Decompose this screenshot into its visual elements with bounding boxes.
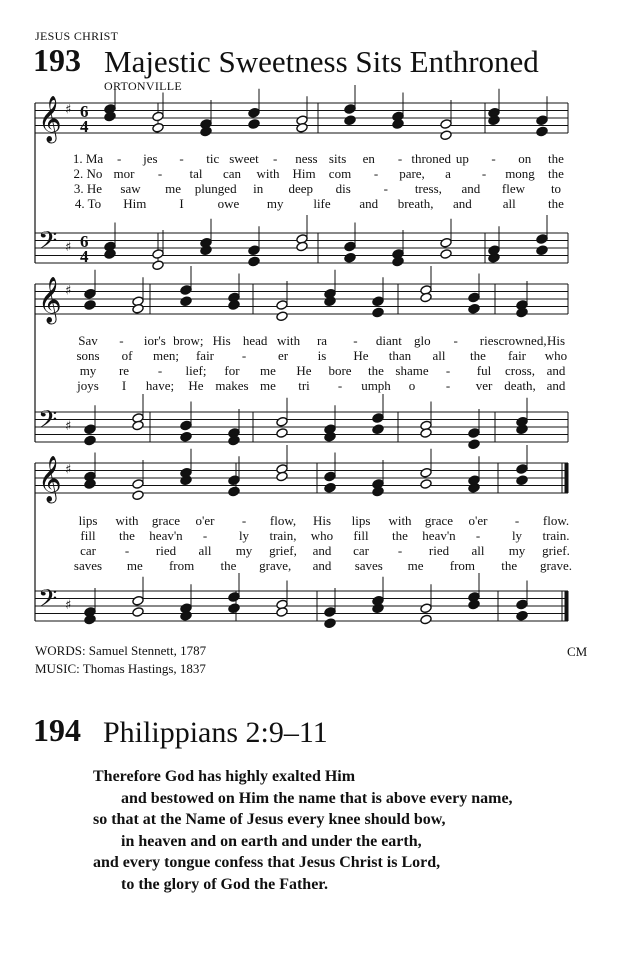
note-head bbox=[132, 303, 144, 314]
lyric-syllable: the bbox=[501, 558, 518, 573]
lyric-syllable: my bbox=[79, 363, 97, 378]
lyric-syllable: sweet bbox=[229, 151, 259, 166]
lyric-syllable: tri bbox=[298, 378, 310, 393]
note-head bbox=[468, 482, 480, 493]
lyric-syllable: flow, bbox=[269, 513, 297, 528]
key-sharp: ♯ bbox=[65, 462, 72, 478]
note-head bbox=[228, 486, 240, 497]
lyric-syllable: lips bbox=[78, 513, 98, 528]
lyric-syllable: - bbox=[119, 333, 124, 348]
lyric-syllable: He bbox=[188, 378, 204, 393]
lyric-syllable: flew bbox=[501, 181, 526, 196]
note-head bbox=[248, 119, 260, 130]
lyric-syllable: grief. bbox=[542, 543, 570, 558]
treble-clef-icon: 𝄞 bbox=[38, 277, 62, 323]
lyric-syllable: - bbox=[445, 378, 451, 393]
note-head bbox=[84, 435, 96, 446]
lyric-syllable: umph bbox=[361, 378, 391, 393]
lyric-syllable: with bbox=[256, 166, 280, 181]
lyric-syllable: owe bbox=[217, 196, 240, 211]
note-head bbox=[420, 292, 432, 303]
lyric-syllable: death, bbox=[504, 378, 536, 393]
note-head bbox=[536, 126, 548, 137]
words-credit: WORDS: Samuel Stennett, 1787 bbox=[35, 643, 207, 658]
lyric-syllable: tal bbox=[189, 166, 203, 181]
lyric-syllable: ried bbox=[155, 543, 177, 558]
lyric-syllable: ra bbox=[316, 333, 328, 348]
note-head bbox=[420, 614, 432, 625]
reading-number: 194 bbox=[33, 712, 81, 748]
key-sharp: ♯ bbox=[65, 240, 72, 255]
note-head bbox=[180, 475, 192, 486]
note-head bbox=[84, 300, 96, 311]
note-head bbox=[104, 111, 116, 122]
lyric-syllable: grave. bbox=[539, 558, 573, 573]
lyric-syllable: heav'n bbox=[422, 528, 456, 543]
reading-line: in heaven and on earth and under the earth, bbox=[121, 832, 422, 850]
lyric-syllable: in bbox=[253, 181, 264, 196]
note-head bbox=[296, 122, 308, 133]
note-head bbox=[324, 482, 336, 493]
note-head bbox=[372, 296, 384, 307]
lyric-syllable: makes bbox=[215, 378, 249, 393]
lyric-syllable: tress, bbox=[414, 181, 442, 196]
lyric-syllable: have; bbox=[145, 378, 175, 393]
lyric-syllable: breath, bbox=[397, 196, 434, 211]
note-head bbox=[104, 249, 116, 260]
lyric-syllable: - bbox=[157, 363, 163, 378]
lyric-syllable: glo bbox=[413, 333, 431, 348]
lyric-syllable: o'er bbox=[468, 513, 488, 528]
lyric-syllable: all bbox=[502, 196, 516, 211]
lyric-syllable: all bbox=[198, 543, 212, 558]
note-head bbox=[132, 595, 144, 606]
lyric-syllable: and bbox=[312, 543, 332, 558]
lyric-syllable: ries bbox=[479, 333, 499, 348]
lyric-syllable: plunged bbox=[194, 181, 237, 196]
lyric-syllable: me bbox=[407, 558, 424, 573]
lyric-syllable: saves bbox=[73, 558, 103, 573]
hymn-category: JESUS CHRIST bbox=[35, 29, 119, 43]
lyric-syllable: who bbox=[544, 348, 568, 363]
note-head bbox=[276, 300, 288, 311]
lyric-syllable: - bbox=[383, 181, 388, 196]
lyric-syllable: bore bbox=[328, 363, 352, 378]
lyric-syllable: mong bbox=[505, 166, 535, 181]
note-head bbox=[468, 439, 480, 450]
note-head bbox=[516, 475, 528, 486]
lyric-syllable: - bbox=[453, 333, 458, 348]
lyric-syllable: the bbox=[548, 151, 564, 166]
note-head bbox=[228, 435, 240, 446]
lyric-syllable: - bbox=[202, 528, 208, 543]
note-head bbox=[392, 119, 404, 130]
lyric-syllable: from bbox=[449, 558, 476, 573]
lyric-syllable: on bbox=[518, 151, 532, 166]
lyric-syllable: Him bbox=[292, 166, 316, 181]
lyric-syllable: jes bbox=[143, 151, 158, 166]
time-signature-top: 6 bbox=[80, 102, 89, 121]
note-head bbox=[536, 234, 548, 245]
note-head bbox=[276, 311, 288, 322]
note-head bbox=[372, 424, 384, 435]
lyric-syllable: His bbox=[212, 333, 231, 348]
note-head bbox=[516, 307, 528, 318]
lyric-syllable: all bbox=[432, 348, 446, 363]
lyric-syllable: fair bbox=[507, 348, 527, 363]
note-head bbox=[536, 115, 548, 126]
lyric-syllable: - bbox=[157, 166, 163, 181]
note-head bbox=[276, 471, 288, 482]
lyric-syllable: saves bbox=[354, 558, 383, 573]
note-head bbox=[200, 126, 212, 137]
note-head bbox=[276, 607, 288, 618]
note-head bbox=[180, 285, 192, 296]
note-head bbox=[84, 288, 96, 299]
note-head bbox=[468, 303, 480, 314]
note-head bbox=[516, 599, 528, 610]
bass-clef-icon: 𝄢 bbox=[38, 226, 58, 262]
lyric-syllable: He bbox=[353, 348, 369, 363]
lyric-syllable: with bbox=[277, 333, 301, 348]
note-head bbox=[152, 122, 164, 133]
lyric-syllable: men; bbox=[153, 348, 179, 363]
key-sharp: ♯ bbox=[65, 419, 72, 434]
hymn-number: 193 bbox=[33, 42, 81, 78]
lyric-syllable: from bbox=[168, 558, 195, 573]
time-signature-bottom: 4 bbox=[80, 117, 89, 136]
note-head bbox=[440, 130, 452, 141]
note-head bbox=[276, 416, 288, 427]
note-head bbox=[344, 115, 356, 126]
lyric-syllable: and bbox=[359, 196, 379, 211]
lyric-syllable: for bbox=[224, 363, 240, 378]
lyric-syllable: - bbox=[241, 348, 247, 363]
lyric-syllable: and bbox=[453, 196, 472, 211]
reading-line: to the glory of God the Father. bbox=[121, 875, 328, 893]
note-head bbox=[180, 296, 192, 307]
lyric-syllable: com bbox=[328, 166, 352, 181]
lyric-syllable: I bbox=[179, 196, 184, 211]
note-head bbox=[440, 249, 452, 260]
tune-name: ORTONVILLE bbox=[104, 79, 183, 93]
lyric-syllable: I bbox=[121, 378, 127, 393]
lyric-syllable: can bbox=[222, 166, 242, 181]
lyric-syllable: Him bbox=[123, 196, 147, 211]
lyric-syllable: than bbox=[388, 348, 412, 363]
lyric-syllable: diant bbox=[375, 333, 402, 348]
lyric-syllable: - bbox=[491, 151, 496, 166]
note-head bbox=[420, 428, 432, 439]
lyric-syllable: fair bbox=[195, 348, 215, 363]
lyric-syllable: the bbox=[548, 196, 564, 211]
lyric-syllable: saw bbox=[120, 181, 141, 196]
lyric-syllable: - bbox=[337, 378, 343, 393]
lyric-syllable: 3. He bbox=[73, 181, 103, 196]
lyric-syllable: - bbox=[481, 166, 487, 181]
lyric-syllable: grace bbox=[151, 513, 181, 528]
note-head bbox=[468, 428, 480, 439]
lyric-syllable: joys bbox=[77, 378, 99, 393]
lyric-syllable: with bbox=[115, 513, 139, 528]
lyric-syllable: grief, bbox=[269, 543, 297, 558]
note-head bbox=[488, 252, 500, 263]
lyric-syllable: dis bbox=[335, 181, 351, 196]
lyric-syllable: - bbox=[397, 151, 403, 166]
lyric-syllable: His bbox=[312, 513, 332, 528]
lyric-syllable: - bbox=[445, 363, 451, 378]
note-head bbox=[516, 464, 528, 475]
note-head bbox=[516, 424, 528, 435]
lyric-syllable: car bbox=[80, 543, 96, 558]
reading-line: Therefore God has highly exalted Him bbox=[93, 768, 356, 785]
lyric-syllable: - bbox=[373, 166, 379, 181]
lyric-syllable: train. bbox=[542, 528, 570, 543]
lyric-syllable: my bbox=[266, 196, 284, 211]
note-head bbox=[180, 610, 192, 621]
note-head bbox=[152, 111, 164, 122]
lyric-syllable: ful bbox=[476, 363, 492, 378]
lyric-syllable: throned bbox=[411, 151, 452, 166]
lyric-syllable: ness bbox=[295, 151, 318, 166]
lyric-syllable: mor bbox=[113, 166, 135, 181]
note-head bbox=[324, 431, 336, 442]
lyric-syllable: the bbox=[392, 528, 408, 543]
note-head bbox=[132, 607, 144, 618]
lyric-syllable: - bbox=[179, 151, 184, 166]
lyric-syllable: - bbox=[241, 513, 247, 528]
note-head bbox=[84, 424, 96, 435]
lyric-syllable: the bbox=[470, 348, 486, 363]
note-head bbox=[296, 241, 308, 252]
lyric-syllable: grave, bbox=[259, 558, 292, 573]
note-head bbox=[180, 420, 192, 431]
lyric-syllable: o bbox=[408, 378, 416, 393]
lyric-syllable: with bbox=[388, 513, 412, 528]
lyric-syllable: en bbox=[362, 151, 375, 166]
lyric-syllable: pare, bbox=[399, 166, 425, 181]
note-head bbox=[132, 490, 144, 501]
note-head bbox=[248, 256, 260, 267]
note-head bbox=[372, 307, 384, 318]
lyric-syllable: Sav bbox=[78, 333, 98, 348]
lyric-syllable: fill bbox=[353, 528, 369, 543]
lyric-syllable: sits bbox=[328, 151, 347, 166]
note-head bbox=[228, 475, 240, 486]
lyric-syllable: crowned, bbox=[498, 333, 547, 348]
lyric-syllable: flow. bbox=[542, 513, 570, 528]
note-head bbox=[516, 610, 528, 621]
lyric-syllable: the bbox=[548, 166, 564, 181]
music-credit: MUSIC: Thomas Hastings, 1837 bbox=[35, 661, 206, 676]
note-head bbox=[420, 479, 432, 490]
lyric-syllable: is bbox=[317, 348, 327, 363]
lyric-syllable: who bbox=[310, 528, 334, 543]
note-head bbox=[276, 428, 288, 439]
lyric-syllable: my bbox=[508, 543, 526, 558]
note-head bbox=[200, 245, 212, 256]
note-head bbox=[152, 249, 164, 260]
lyric-syllable: - bbox=[514, 513, 520, 528]
lyric-syllable: ried bbox=[428, 543, 450, 558]
lyric-syllable: er bbox=[277, 348, 289, 363]
lyric-syllable: and bbox=[312, 558, 332, 573]
lyric-syllable: to bbox=[550, 181, 562, 196]
note-head bbox=[440, 237, 452, 248]
scripture-reading bbox=[93, 766, 513, 895]
reading-line: and bestowed on Him the name that is above every name, bbox=[121, 789, 513, 807]
lyric-syllable: head bbox=[242, 333, 268, 348]
lyric-syllable: heav'n bbox=[149, 528, 183, 543]
note-head bbox=[248, 107, 260, 118]
lyric-syllable: 2. No bbox=[73, 166, 103, 181]
lyric-syllable: train, bbox=[269, 528, 297, 543]
bass-clef-icon: 𝄢 bbox=[38, 405, 58, 441]
lyric-syllable: and bbox=[546, 378, 566, 393]
note-head bbox=[372, 486, 384, 497]
lyric-syllable: 4. To bbox=[74, 196, 102, 211]
lyric-syllable: - bbox=[124, 543, 130, 558]
lyric-syllable: life bbox=[313, 196, 331, 211]
note-head bbox=[180, 431, 192, 442]
note-head bbox=[536, 245, 548, 256]
note-head bbox=[132, 479, 144, 490]
note-head bbox=[324, 471, 336, 482]
meter-label: CM bbox=[567, 644, 588, 659]
lyric-syllable: - bbox=[353, 333, 358, 348]
lyric-syllable: - bbox=[475, 528, 481, 543]
lyric-syllable: sons bbox=[76, 348, 100, 363]
note-head bbox=[344, 241, 356, 252]
lyric-syllable: a bbox=[445, 166, 451, 181]
note-head bbox=[132, 420, 144, 431]
note-head bbox=[372, 603, 384, 614]
lyric-syllable: me bbox=[126, 558, 143, 573]
lyric-syllable: and bbox=[461, 181, 481, 196]
note-head bbox=[440, 119, 452, 130]
lyric-syllable: car bbox=[353, 543, 369, 558]
note-head bbox=[324, 618, 336, 629]
lyric-syllable: brow; bbox=[173, 333, 204, 348]
lyric-syllable: my bbox=[235, 543, 253, 558]
lyric-syllable: the bbox=[119, 528, 135, 543]
lyric-syllable: fill bbox=[80, 528, 96, 543]
note-head bbox=[84, 479, 96, 490]
lyric-syllable: of bbox=[121, 348, 133, 363]
key-sharp: ♯ bbox=[65, 102, 72, 118]
lyric-syllable: ly bbox=[238, 528, 250, 543]
note-head bbox=[344, 104, 356, 115]
note-head bbox=[152, 260, 164, 271]
lyric-syllable: re bbox=[118, 363, 130, 378]
note-head bbox=[344, 252, 356, 263]
lyric-syllable: tic bbox=[206, 151, 220, 166]
lyric-syllable: cross, bbox=[505, 363, 535, 378]
lyric-syllable: ior's bbox=[143, 333, 166, 348]
note-head bbox=[372, 413, 384, 424]
lyric-syllable: 1. Ma bbox=[72, 151, 104, 166]
reading-title: Philippians 2:9–11 bbox=[103, 716, 328, 749]
lyric-syllable: - bbox=[397, 543, 403, 558]
lyric-syllable: the bbox=[220, 558, 237, 573]
note-head bbox=[420, 467, 432, 478]
lyric-syllable: and bbox=[546, 363, 566, 378]
lyric-syllable: He bbox=[296, 363, 312, 378]
time-signature-top: 6 bbox=[80, 232, 89, 251]
lyric-syllable: lips bbox=[351, 513, 371, 528]
lyric-syllable: me bbox=[260, 363, 276, 378]
lyric-syllable: - bbox=[117, 151, 122, 166]
lyric-syllable: up bbox=[455, 151, 469, 166]
note-head bbox=[488, 115, 500, 126]
key-sharp: ♯ bbox=[65, 283, 72, 299]
note-head bbox=[324, 607, 336, 618]
lyric-syllable: deep bbox=[288, 181, 314, 196]
lyric-syllable: shame bbox=[395, 363, 429, 378]
key-sharp: ♯ bbox=[65, 598, 72, 613]
lyric-syllable: His bbox=[546, 333, 566, 348]
note-head bbox=[248, 245, 260, 256]
lyric-syllable: ver bbox=[475, 378, 493, 393]
note-head bbox=[228, 603, 240, 614]
lyric-syllable: all bbox=[471, 543, 485, 558]
hymn-title: Majestic Sweetness Sits Enthroned bbox=[104, 44, 539, 79]
lyric-syllable: the bbox=[368, 363, 384, 378]
note-head bbox=[468, 599, 480, 610]
note-head bbox=[392, 256, 404, 267]
note-head bbox=[228, 592, 240, 603]
treble-clef-icon: 𝄞 bbox=[38, 456, 62, 502]
note-head bbox=[324, 296, 336, 307]
reading-line: and every tongue confess that Jesus Christ is Lord, bbox=[93, 854, 441, 871]
note-head bbox=[468, 292, 480, 303]
lyric-syllable: grace bbox=[424, 513, 454, 528]
reading-line: so that at the Name of Jesus every knee should bow, bbox=[93, 811, 446, 828]
note-head bbox=[228, 300, 240, 311]
lyric-syllable: lief; bbox=[185, 363, 207, 378]
lyric-syllable: me bbox=[260, 378, 276, 393]
lyric-syllable: - bbox=[273, 151, 278, 166]
note-head bbox=[420, 603, 432, 614]
time-signature-bottom: 4 bbox=[80, 247, 89, 266]
lyric-syllable: ly bbox=[511, 528, 523, 543]
lyric-syllable: me bbox=[165, 181, 182, 196]
bass-clef-icon: 𝄢 bbox=[38, 584, 58, 620]
treble-clef-icon: 𝄞 bbox=[38, 96, 62, 142]
lyric-syllable: o'er bbox=[195, 513, 215, 528]
note-head bbox=[84, 614, 96, 625]
